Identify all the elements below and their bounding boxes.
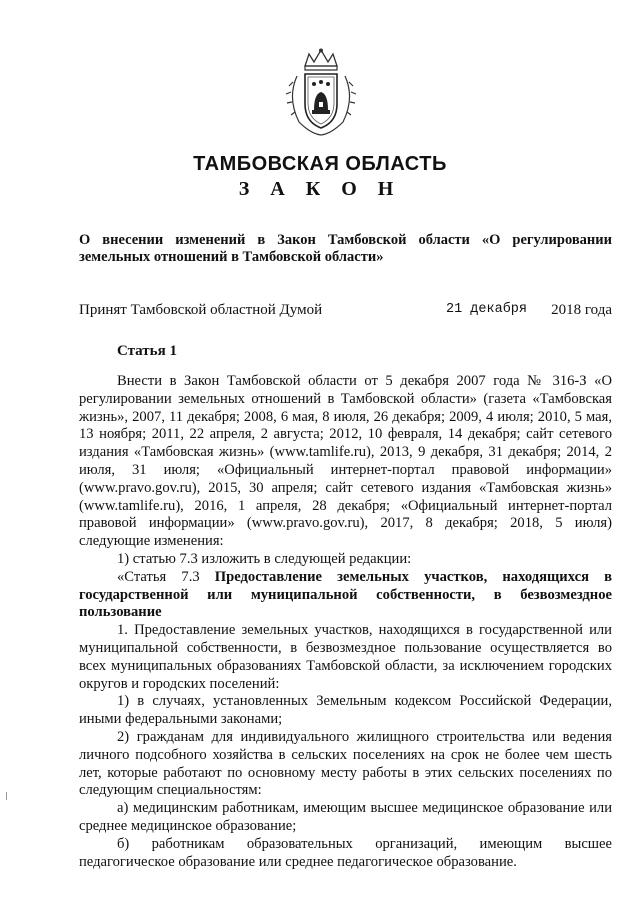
adoption-year: 2018 года (551, 302, 612, 318)
article-title: Статья 1 (117, 343, 177, 359)
article-7-3-title: Предоставление земельных участков, находящихся в государственной или муниципальной собственности, в безвозмездное пользование (79, 568, 612, 621)
law-subject: О внесении изменений в Закон Тамбовской области «О регулировании земельных отношений в Тамбовской области» (79, 232, 612, 265)
adoption-line (79, 302, 612, 319)
paragraph-clause-1: 1. Предоставление земельных участков, находящихся в государственной или муниципальной собственности, в безвозмездное пользование осуществляется во всех муниципальных образованиях Тамбовской области, за исключением городских округов и городских поселений: (79, 622, 612, 692)
article-body (79, 373, 612, 871)
paragraph-subclause-2: 2) гражданам для индивидуального жилищного строительства или ведения личного подсобного хозяйства в сельских поселениях на срок не более чем шесть лет, которые работают по основному месту работы в этих сельских поселениях по следующим специальностям: (79, 728, 612, 799)
paragraph-subclause-a: а) медицинским работникам, имеющим высшее медицинское образование или среднее медицинское образование; (79, 800, 612, 834)
scan-edge-mark (6, 792, 7, 800)
adoption-date: 21 декабря (446, 302, 528, 317)
region-title: ТАМБОВСКАЯ ОБЛАСТЬ (193, 153, 447, 175)
tambov-coat-of-arms-icon (283, 48, 359, 136)
paragraph-amendment-intro: Внести в Закон Тамбовской области от 5 декабря 2007 года № 316-З «О регулировании земельных отношений в Тамбовской области» (газета «Тамбовская жизнь», 2007, 11 декабря; 2008, 6 мая, 8 июля, 26 декабря; 2009, 4 июля; 2010, 5 мая, 13 ноября; 2011, 22 апреля, 2 августа; 2012, 10 февраля, 14 декабря; сайт сетевого издания «Тамбовская жизнь» (www.tamlife.ru), 2013, 9 декабря, 31 декабря; 2014, 2 июля, 31 июля; «Официальный интернет-портал правовой информации» (www.pravo.gov.ru), 2015, 30 апреля; сайт сетевого издания «Тамбовская жизнь» (www.tamlife.ru), 2016, 1 апреля, 28 декабря; «Официальный интернет-портал правовой информации» (www.pravo.gov.ru), 2017, 8 декабря; 2018, 5 июля) следующие изменения: (79, 373, 612, 550)
paragraph-subclause-1: 1) в случаях, установленных Земельным кодексом Российской Федерации, иными федеральными законами; (79, 693, 612, 728)
article-7-3-prefix: «Статья 7.3 (117, 568, 215, 585)
document-type-title: З А К О Н (238, 178, 402, 200)
adoption-text: Принят Тамбовской областной Думой (79, 302, 323, 318)
paragraph-subclause-b: б) работникам образовательных организаций, имеющим высшее педагогическое образование или среднее педагогическое образование. (79, 835, 612, 870)
paragraph-article-7-3-heading (79, 569, 612, 622)
paragraph-item-1: 1) статью 7.3 изложить в следующей редакции: (117, 550, 412, 567)
